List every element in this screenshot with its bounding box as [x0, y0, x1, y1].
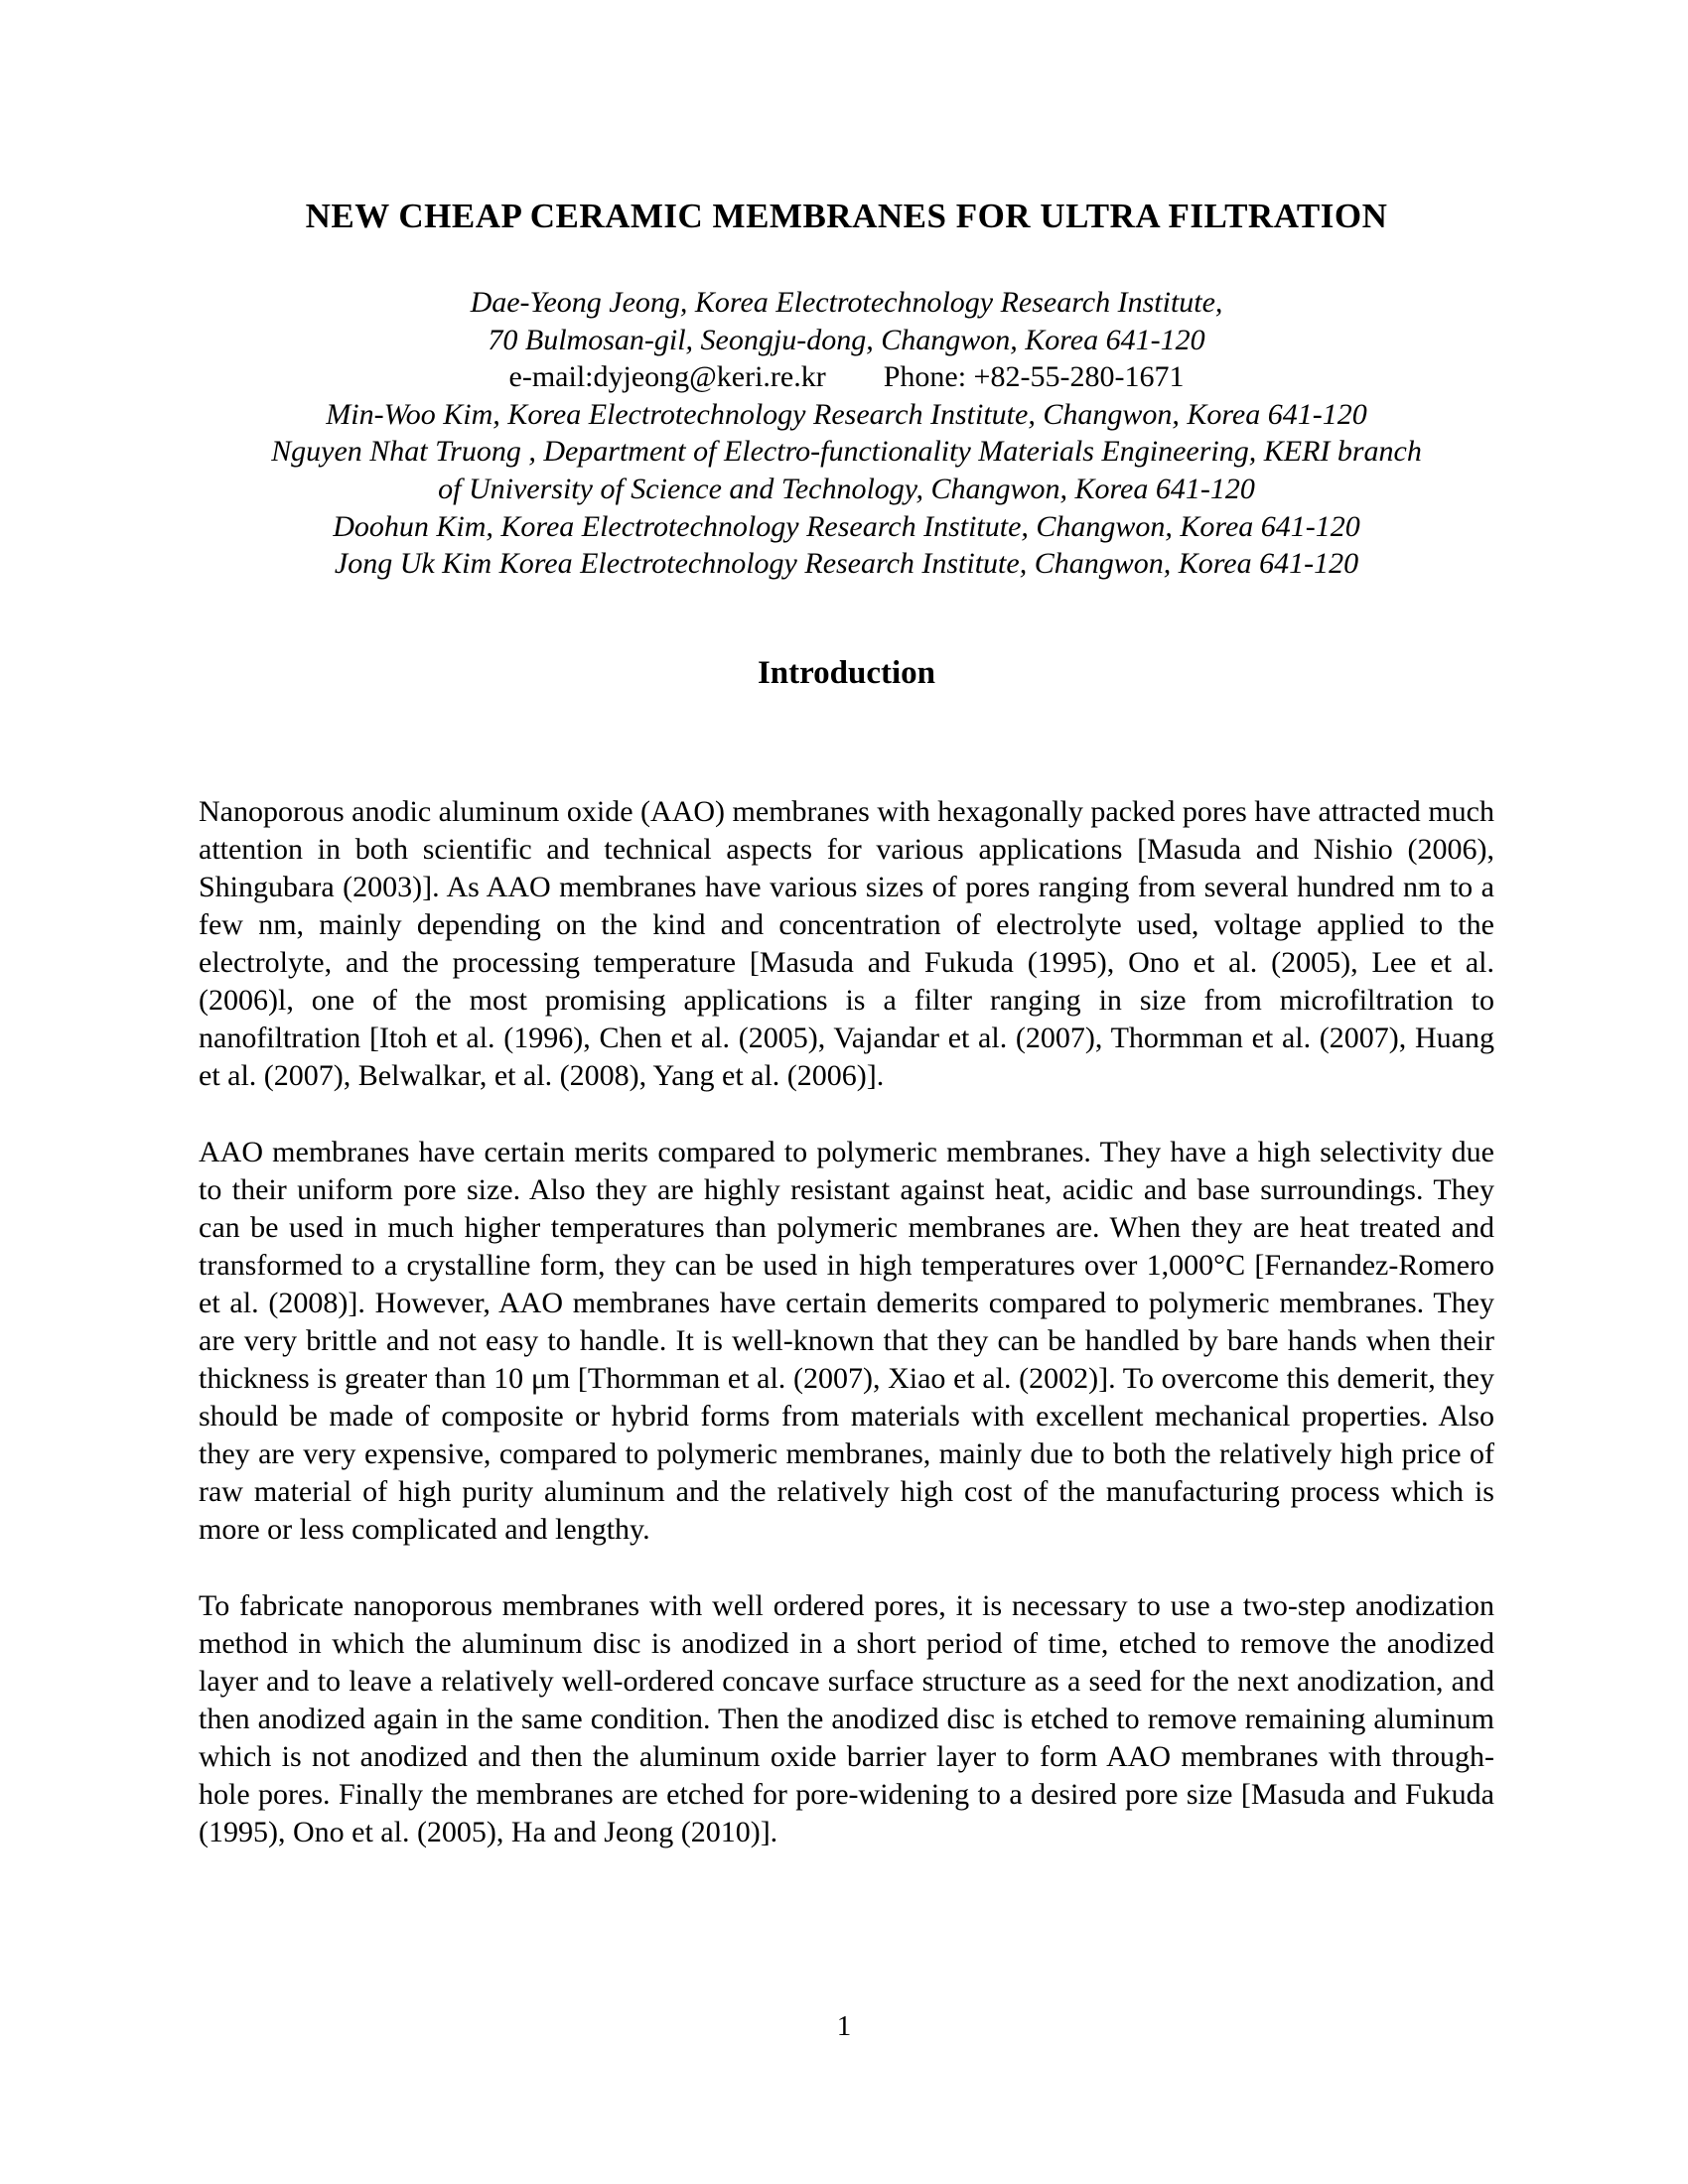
author-address-line: 70 Bulmosan-gil, Seongju-dong, Changwon, Korea 641-120: [488, 323, 1205, 356]
body-paragraph-2: AAO membranes have certain merits compared to polymeric membranes. They have a high selectivity due to their uniform pore size. Also they are highly resistant against heat, acidic and base surroundings. They can be used in much higher temperatures than polymeric membranes are. When they are heat treated and transformed to a crystalline form, they can be used in high temperatures over 1,000°C [Fernandez-Romero et al. (2008)]. However, AAO membranes have certain demerits compared to polymeric membranes. They are very brittle and not easy to handle. It is well-known that they can be handled by bare hands when their thickness is greater than 10 μm [Thormman et al. (2007), Xiao et al. (2002)]. To overcome this demerit, they should be made of composite or hybrid forms from materials with excellent mechanical properties. Also they are very expensive, compared to polymeric membranes, mainly due to both the relatively high price of raw material of high purity aluminum and the relatively high cost of the manufacturing process which is more or less complicated and lengthy.: [199, 1135, 1494, 1546]
author-line-2: Min-Woo Kim, Korea Electrotechnology Research Institute, Changwon, Korea 641-120: [326, 397, 1367, 431]
section-heading-introduction: Introduction: [757, 654, 936, 691]
body-paragraph-3: To fabricate nanoporous membranes with well ordered pores, it is necessary to use a two-step anodization method in which the aluminum disc is anodized in a short period of time, etched to remove the anodized layer and to leave a relatively well-ordered concave surface structure as a seed for the next anodization, and then anodized again in the same condition. Then the anodized disc is etched to remove remaining aluminum which is not anodized and then the aluminum oxide barrier layer to form AAO membranes with through-hole pores. Finally the membranes are etched for pore-widening to a desired pore size [Masuda and Fukuda (1995), Ono et al. (2005), Ha and Jeong (2010)].: [199, 1588, 1494, 1848]
author-line-5: Jong Uk Kim Korea Electrotechnology Research Institute, Changwon, Korea 641-120: [334, 547, 1359, 581]
author-line-1: Dae-Yeong Jeong, Korea Electrotechnology Research Institute,: [470, 286, 1223, 319]
paper-title: NEW CHEAP CERAMIC MEMBRANES FOR ULTRA FILTRATION: [305, 197, 1388, 235]
page-number: 1: [836, 2010, 852, 2042]
author-line-3: Nguyen Nhat Truong , Department of Electro-functionality Materials Engineering, KERI branch: [271, 435, 1422, 469]
page-content: [199, 0, 1494, 1890]
contact-line: [199, 358, 1494, 396]
author-block: [199, 284, 1494, 583]
author-line-3-continued: of University of Science and Technology, Changwon, Korea 641-120: [438, 472, 1255, 505]
body-paragraph-1: Nanoporous anodic aluminum oxide (AAO) membranes with hexagonally packed pores have attracted much attention in both scientific and technical aspects for various applications [Masuda and Nishio (2006), Shingubara (2003)]. As AAO membranes have various sizes of pores ranging from several hundred nm to a few nm, mainly depending on the kind and concentration of electrolyte used, voltage applied to the electrolyte, and the processing temperature [Masuda and Fukuda (1995), Ono et al. (2005), Lee et al. (2006)l, one of the most promising applications is a filter ranging in size from microfiltration to nanofiltration [Itoh et al. (1996), Chen et al. (2005), Vajandar et al. (2007), Thormman et al. (2007), Huang et al. (2007), Belwalkar, et al. (2008), Yang et al. (2006)].: [199, 794, 1494, 1092]
email-text: e-mail:dyjeong@keri.re.kr: [508, 360, 826, 394]
phone-text: Phone: +82-55-280-1671: [883, 360, 1185, 394]
body-text: [199, 793, 1494, 1851]
author-line-4: Doohun Kim, Korea Electrotechnology Research Institute, Changwon, Korea 641-120: [333, 509, 1360, 543]
